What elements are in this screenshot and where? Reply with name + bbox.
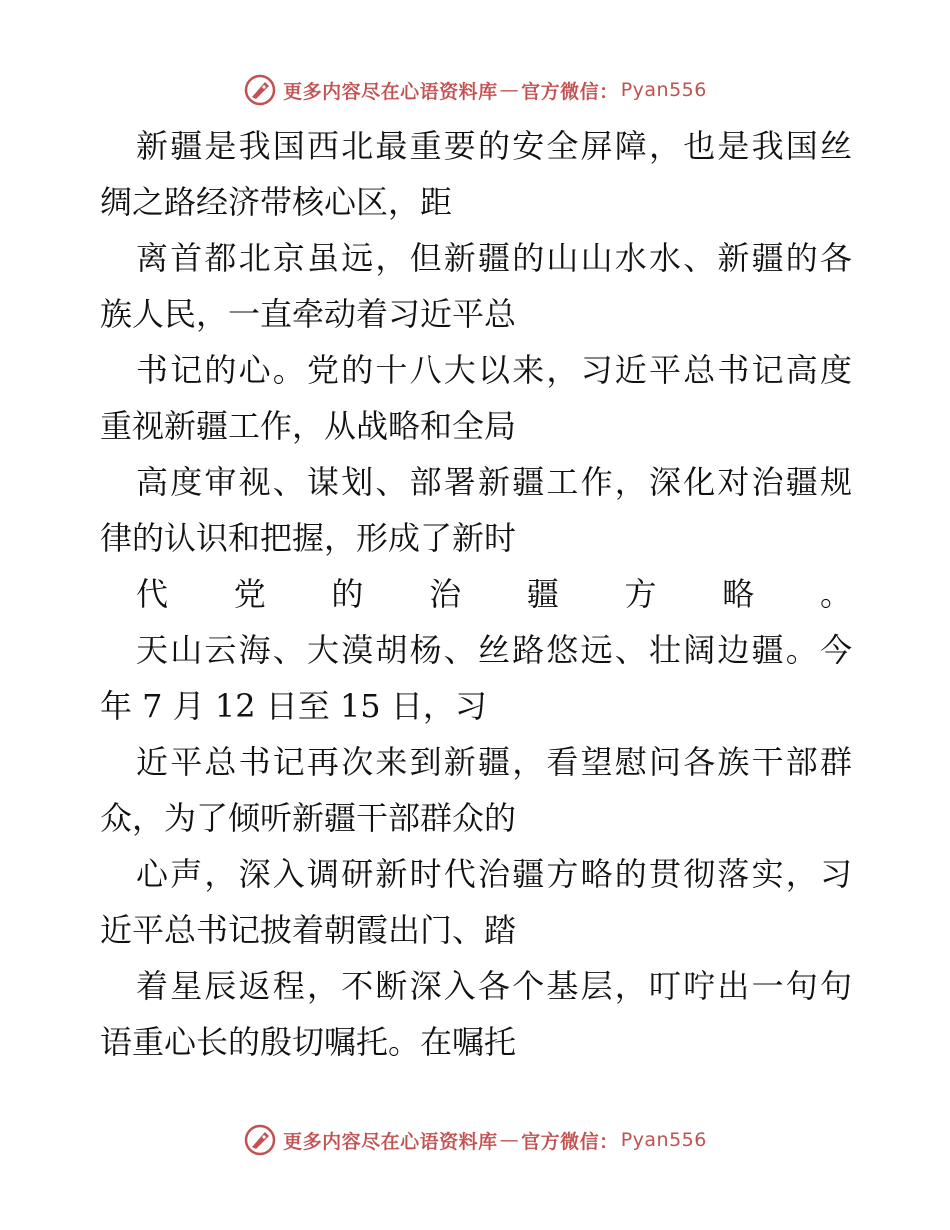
text-line: 众，为了倾听新疆干部群众的 bbox=[100, 799, 517, 837]
banner-brand-text: 更多内容尽在心语资料库 bbox=[283, 1130, 498, 1153]
pen-nib-icon bbox=[243, 1123, 277, 1157]
text-line: 重视新疆工作，从战略和全局 bbox=[100, 407, 517, 445]
text-line: 高度审视、谋划、部署新疆工作，深化对治疆规 bbox=[136, 463, 852, 501]
footer-watermark-banner bbox=[0, 1120, 950, 1160]
banner-dash: — bbox=[499, 1129, 520, 1151]
text-line: 律的认识和把握，形成了新时 bbox=[100, 519, 517, 557]
banner-wechat-id: Pyan556 bbox=[620, 1129, 707, 1151]
text-line: 书记的心。党的十八大以来，习近平总书记高度 bbox=[136, 351, 852, 389]
text-line: 心声，深入调研新时代治疆方略的贯彻落实，习 bbox=[136, 855, 852, 893]
text-line: 天山云海、大漠胡杨、丝路悠远、壮阔边疆。今 bbox=[136, 631, 852, 669]
text-line: 离首都北京虽远，但新疆的山山水水、新疆的各 bbox=[136, 239, 852, 277]
text-line: 年 7 月 12 日至 15 日，习 bbox=[100, 687, 487, 725]
banner-wechat-label: 官方微信： bbox=[521, 80, 619, 103]
text-line: 近平总书记再次来到新疆，看望慰问各族干部群 bbox=[136, 743, 852, 781]
text-line: 绸之路经济带核心区，距 bbox=[100, 183, 453, 221]
banner-brand-text: 更多内容尽在心语资料库 bbox=[283, 80, 498, 103]
text-line: 近平总书记披着朝霞出门、踏 bbox=[100, 911, 517, 949]
pen-nib-icon bbox=[243, 73, 277, 107]
text-line: 着星辰返程，不断深入各个基层，叮咛出一句句 bbox=[136, 967, 852, 1005]
banner-wechat-label: 官方微信： bbox=[521, 1130, 619, 1153]
banner-wechat-id: Pyan556 bbox=[620, 79, 707, 101]
document-body bbox=[100, 118, 852, 1070]
header-watermark-banner bbox=[0, 70, 950, 110]
banner-dash: — bbox=[499, 79, 520, 101]
text-line: 语重心长的殷切嘱托。在嘱托 bbox=[100, 1023, 517, 1061]
text-line: 族人民，一直牵动着习近平总 bbox=[100, 295, 517, 333]
text-line: 代党的治疆方略。 bbox=[136, 575, 852, 613]
text-line: 新疆是我国西北最重要的安全屏障，也是我国丝 bbox=[136, 127, 852, 165]
